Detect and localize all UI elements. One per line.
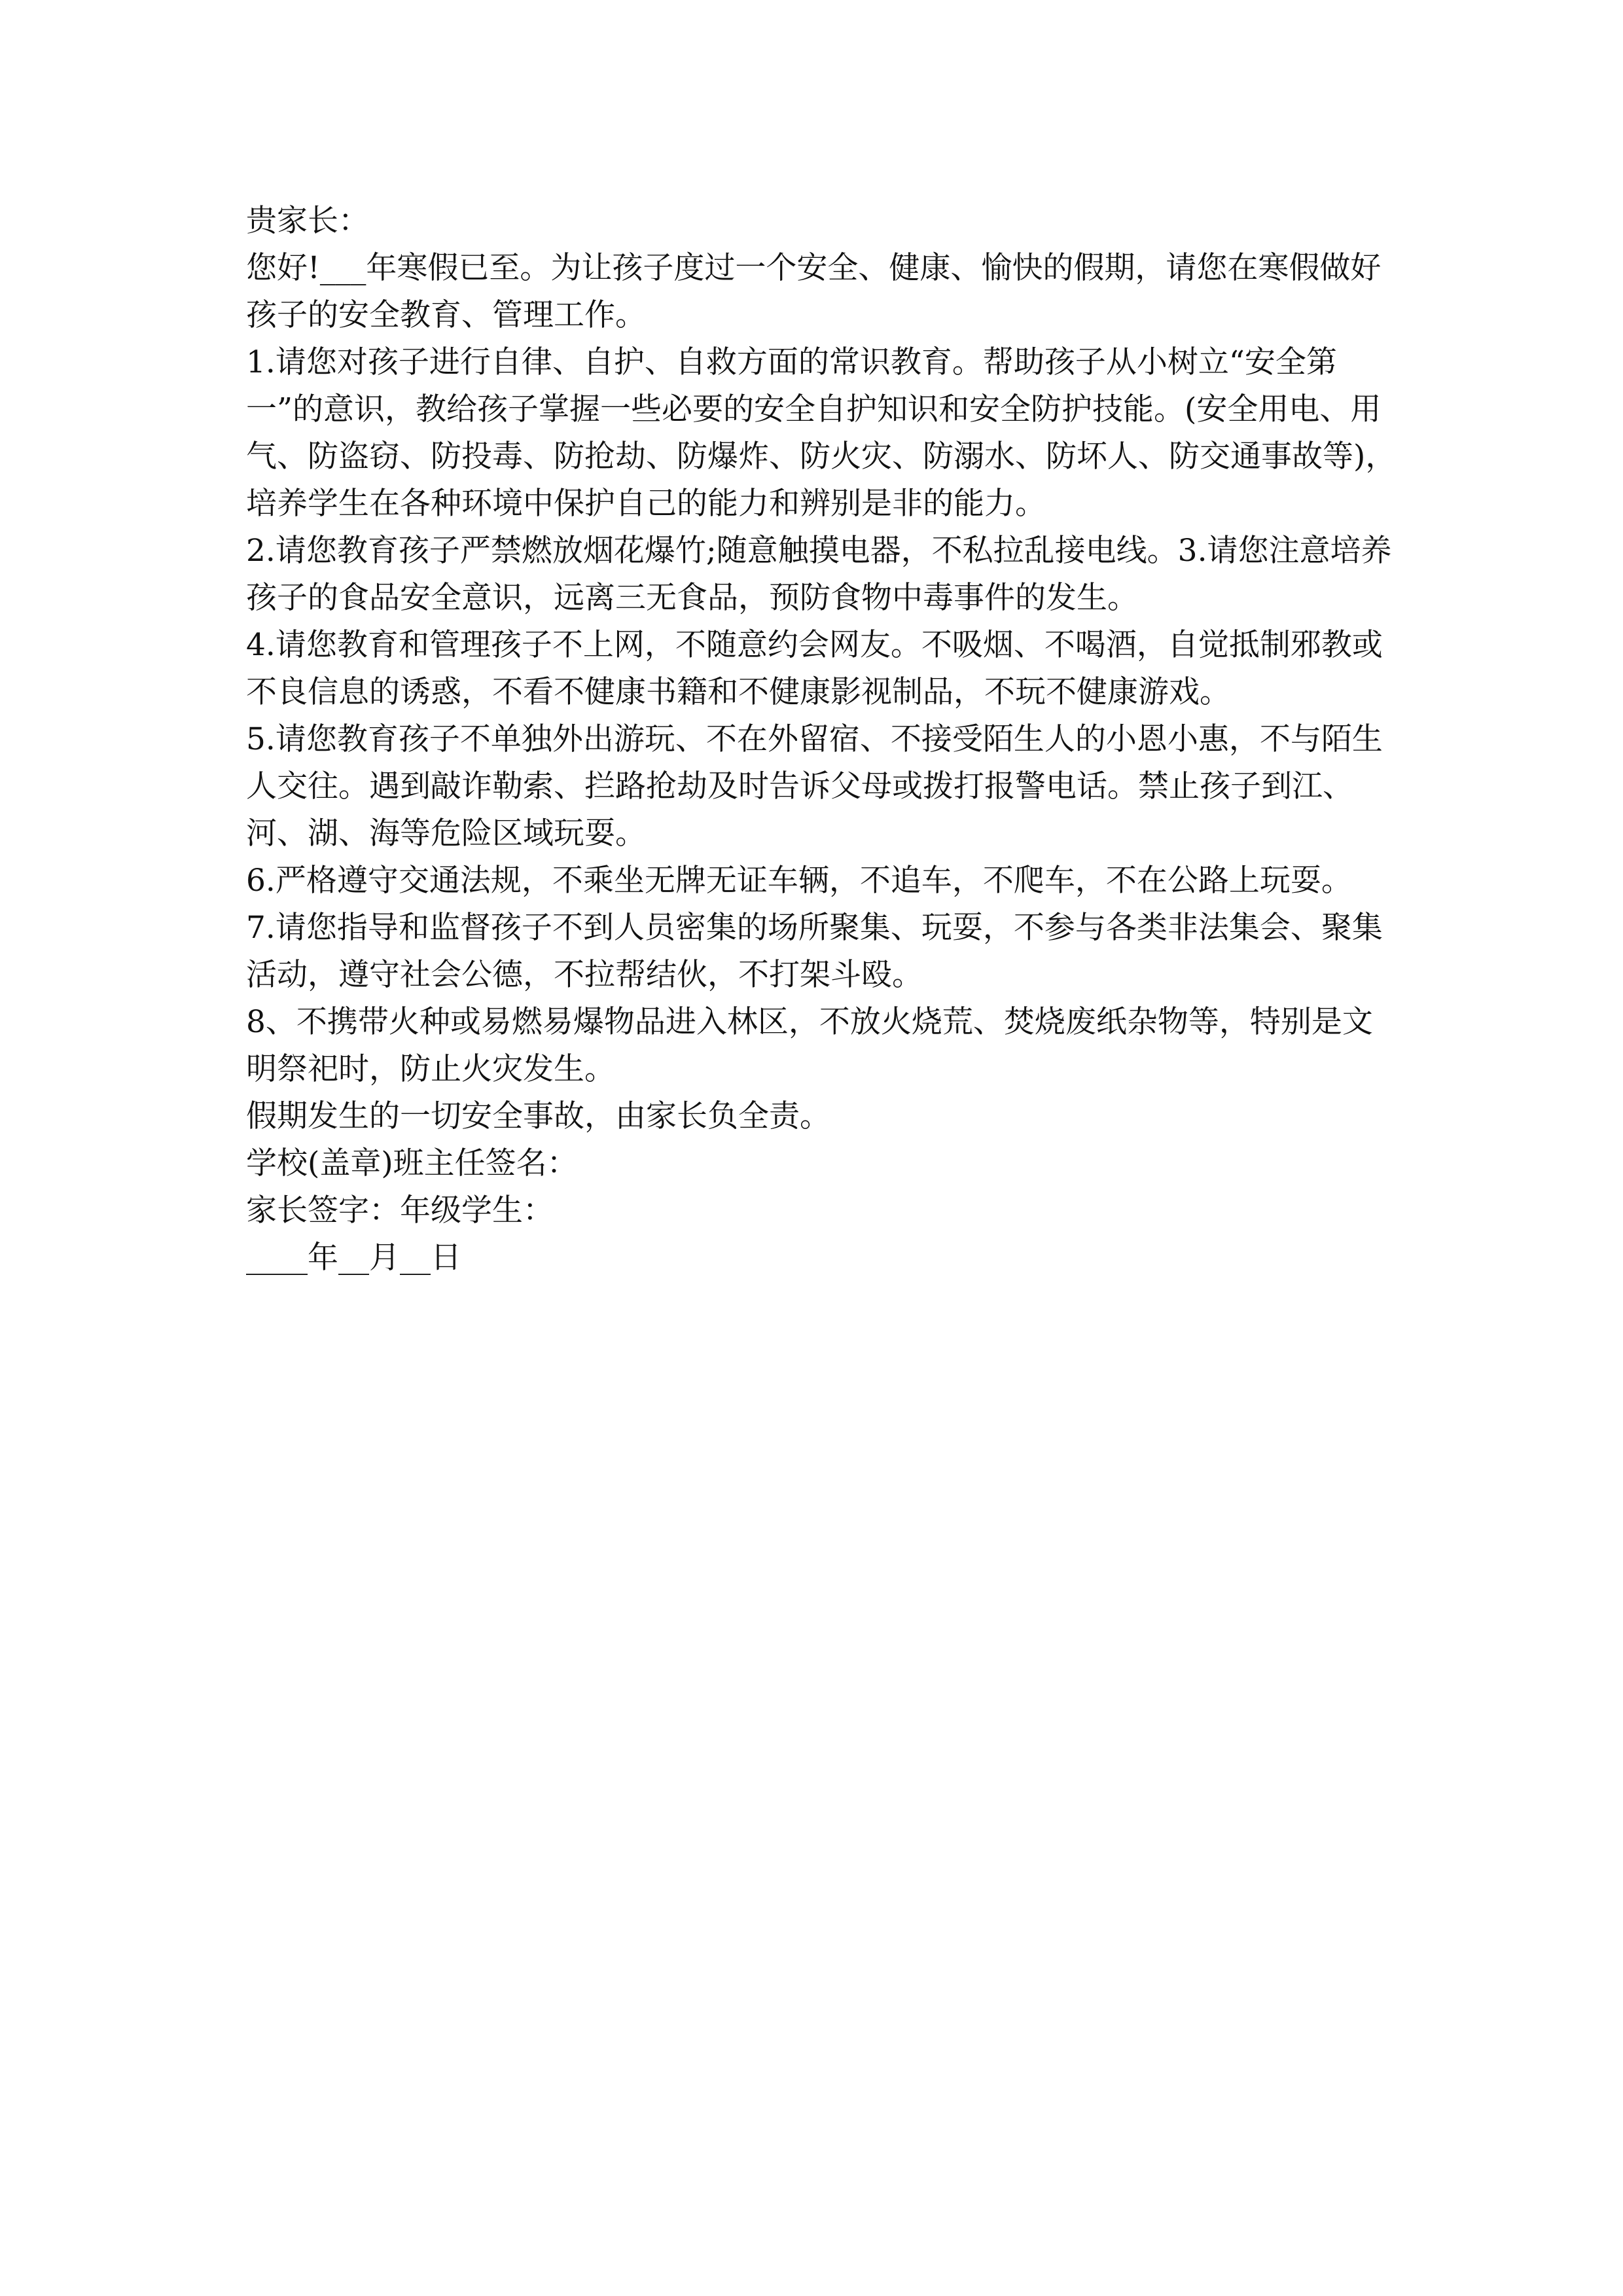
parent-signature-line: 家长签字：年级学生：: [246, 1193, 554, 1229]
school-signature-line: 学校(盖章)班主任签名：: [246, 1145, 578, 1181]
item-8: 8、不携带火种或易燃易爆物品进入林区，不放火烧荒、焚烧废纸杂物等，特别是文明祭祀时，防止火灾发生。: [246, 1004, 1373, 1087]
disclaimer: 假期发生的一切安全事故，由家长负全责。: [246, 1098, 830, 1134]
item-5: 5.请您教育孩子不单独外出游玩、不在外留宿、不接受陌生人的小恩小惠，不与陌生人交往。遇到敲诈勒索、拦路抢劫及时告诉父母或拨打报警电话。禁止孩子到江、河、湖、海等危险区域玩耍。: [246, 721, 1383, 852]
date-line: ____年__月__日: [246, 1240, 461, 1276]
item-7: 7.请您指导和监督孩子不到人员密集的场所聚集、玩耍，不参与各类非法集会、聚集活动，遵守社会公德，不拉帮结伙，不打架斗殴。: [246, 910, 1383, 993]
item-4: 4.请您教育和管理孩子不上网，不随意约会网友。不吸烟、不喝酒，自觉抵制邪教或不良信息的诱惑，不看不健康书籍和不健康影视制品，不玩不健康游戏。: [246, 627, 1383, 710]
intro-paragraph: 您好!___年寒假已至。为让孩子度过一个安全、健康、愉快的假期，请您在寒假做好孩子的安全教育、管理工作。: [246, 250, 1382, 333]
item-6: 6.严格遵守交通法规，不乘坐无牌无证车辆，不追车，不爬车，不在公路上玩耍。: [246, 863, 1352, 899]
item-2-3: 2.请您教育孩子严禁燃放烟花爆竹;随意触摸电器，不私拉乱接电线。3.请您注意培养孩子的食品安全意识，远离三无食品，预防食物中毒事件的发生。: [246, 533, 1392, 616]
item-1: 1.请您对孩子进行自律、自护、自救方面的常识教育。帮助孩子从小树立“安全第一”的意识，教给孩子掌握一些必要的安全自护知识和安全防护技能。(安全用电、用气、防盗窃、防投毒、防抢劫、防爆炸、防火灾、防溺水、防坏人、防交通事故等)，培养学生在各种环境中保护自己的能力和辨别是非的能力。: [246, 344, 1397, 522]
letter-body: [246, 198, 1398, 1282]
salutation: 贵家长：: [246, 203, 369, 239]
